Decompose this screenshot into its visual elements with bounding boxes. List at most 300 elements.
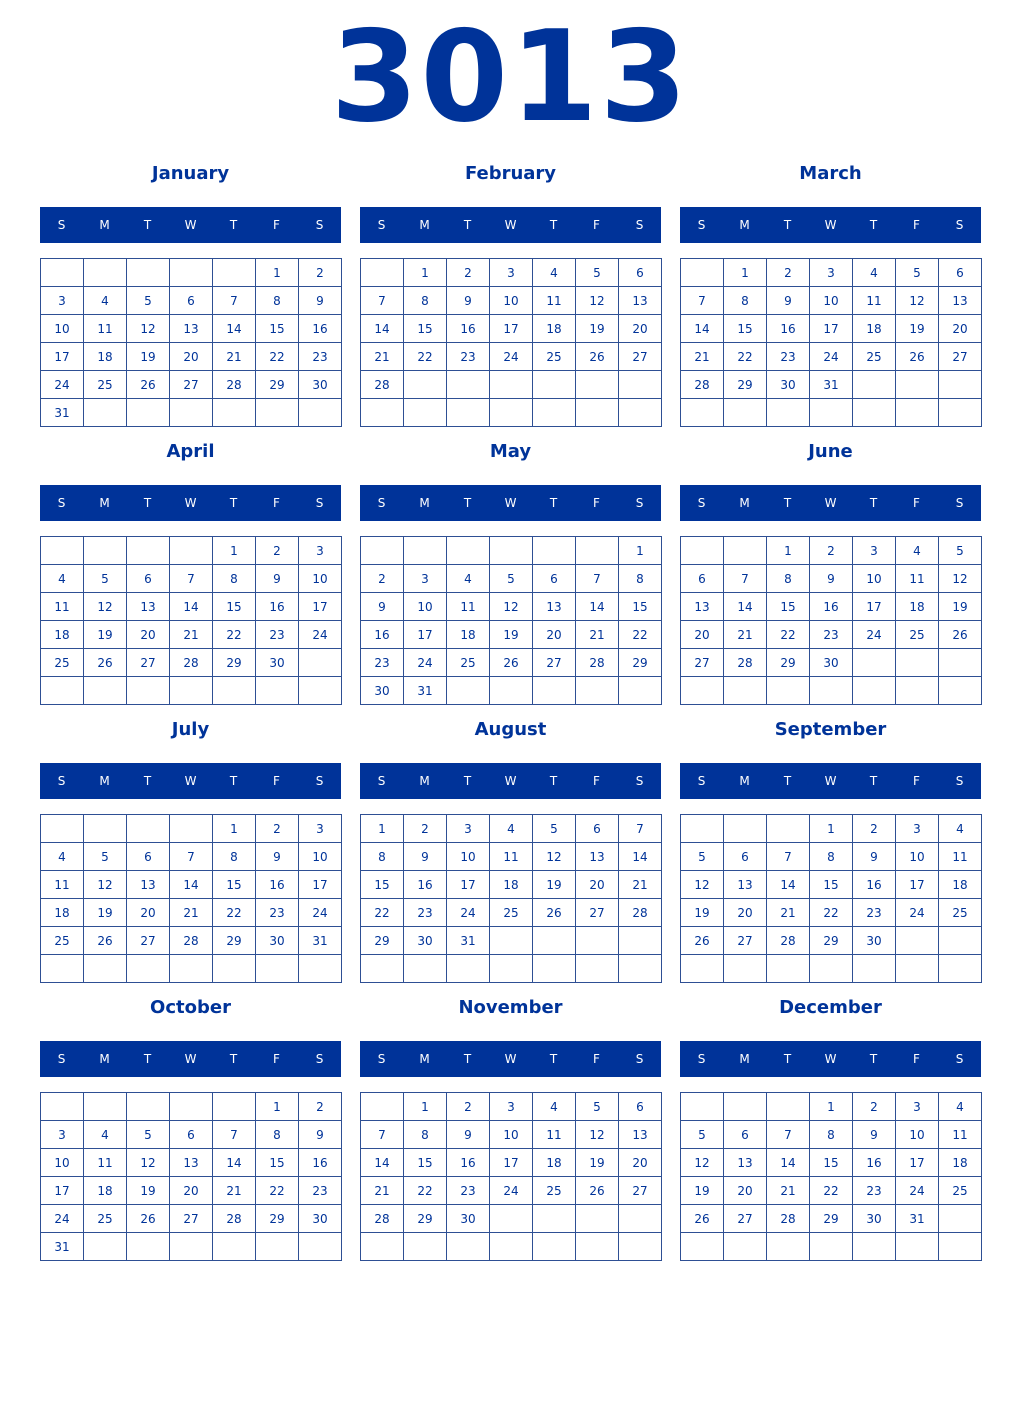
- day-cell: [810, 1233, 853, 1261]
- day-cell: [404, 537, 447, 565]
- day-cell: 9: [447, 1121, 490, 1149]
- day-cell: 30: [404, 927, 447, 955]
- day-cell: 16: [447, 1149, 490, 1177]
- day-grid: [680, 814, 982, 983]
- weekday-label: S: [377, 496, 386, 510]
- day-cell: [170, 815, 213, 843]
- day-cell: 31: [41, 399, 84, 427]
- day-cell: [447, 677, 490, 705]
- day-cell: 18: [533, 315, 576, 343]
- week-row: [41, 871, 342, 899]
- weekday-label: T: [783, 1052, 792, 1066]
- week-row: [361, 287, 662, 315]
- day-cell: 11: [533, 1121, 576, 1149]
- day-cell: 13: [170, 1149, 213, 1177]
- day-grid: [40, 1092, 342, 1261]
- day-cell: 12: [490, 593, 533, 621]
- week-row: [361, 1233, 662, 1261]
- weekday-label: F: [913, 496, 920, 510]
- day-cell: 21: [619, 871, 662, 899]
- day-cell: 24: [41, 371, 84, 399]
- weekday-label: T: [549, 218, 558, 232]
- day-cell: 28: [619, 899, 662, 927]
- day-cell: 23: [447, 1177, 490, 1205]
- day-cell: 8: [724, 287, 767, 315]
- day-cell: 14: [361, 1149, 404, 1177]
- day-cell: 10: [490, 287, 533, 315]
- day-cell: [681, 677, 724, 705]
- weekday-label: W: [824, 1052, 837, 1066]
- day-cell: [41, 955, 84, 983]
- day-cell: 3: [41, 287, 84, 315]
- week-row: [41, 677, 342, 705]
- week-row: [681, 259, 982, 287]
- weekday-label: M: [419, 1052, 430, 1066]
- day-cell: 21: [361, 343, 404, 371]
- day-cell: 5: [84, 843, 127, 871]
- weekday-label: W: [184, 496, 197, 510]
- day-cell: [576, 955, 619, 983]
- day-cell: 20: [939, 315, 982, 343]
- day-cell: 5: [533, 815, 576, 843]
- week-row: [361, 1149, 662, 1177]
- day-cell: [447, 955, 490, 983]
- day-cell: 17: [490, 315, 533, 343]
- weekday-label: S: [955, 1052, 964, 1066]
- day-cell: 27: [619, 1177, 662, 1205]
- day-cell: 20: [127, 621, 170, 649]
- day-cell: 5: [681, 1121, 724, 1149]
- day-cell: 31: [41, 1233, 84, 1261]
- day-cell: 4: [84, 287, 127, 315]
- day-cell: 30: [853, 927, 896, 955]
- weekday-label: T: [229, 774, 238, 788]
- day-cell: 25: [939, 1177, 982, 1205]
- day-cell: 12: [127, 1149, 170, 1177]
- day-cell: 11: [853, 287, 896, 315]
- weekday-label: S: [57, 1052, 66, 1066]
- weekday-label: F: [593, 774, 600, 788]
- day-cell: 28: [170, 927, 213, 955]
- day-cell: 13: [681, 593, 724, 621]
- day-cell: 7: [767, 843, 810, 871]
- day-cell: 24: [299, 899, 342, 927]
- day-cell: 7: [724, 565, 767, 593]
- day-cell: 31: [810, 371, 853, 399]
- day-cell: 26: [84, 649, 127, 677]
- day-cell: 14: [681, 315, 724, 343]
- day-cell: 15: [767, 593, 810, 621]
- day-cell: 15: [256, 315, 299, 343]
- day-cell: 20: [681, 621, 724, 649]
- day-cell: 19: [896, 315, 939, 343]
- day-cell: 24: [853, 621, 896, 649]
- day-cell: 29: [810, 927, 853, 955]
- day-cell: [533, 537, 576, 565]
- week-row: [41, 649, 342, 677]
- day-cell: 1: [810, 815, 853, 843]
- day-cell: 7: [170, 565, 213, 593]
- weekday-label: S: [315, 1052, 324, 1066]
- day-cell: [490, 371, 533, 399]
- week-row: [681, 899, 982, 927]
- day-cell: 23: [299, 1177, 342, 1205]
- day-cell: 27: [576, 899, 619, 927]
- week-row: [361, 259, 662, 287]
- day-cell: 16: [256, 871, 299, 899]
- day-cell: 27: [939, 343, 982, 371]
- day-cell: 8: [213, 565, 256, 593]
- day-cell: [127, 537, 170, 565]
- week-row: [41, 343, 342, 371]
- day-cell: 15: [213, 593, 256, 621]
- week-row: [41, 899, 342, 927]
- day-cell: 2: [361, 565, 404, 593]
- day-cell: [127, 399, 170, 427]
- day-cell: 1: [404, 1093, 447, 1121]
- day-cell: 9: [256, 565, 299, 593]
- day-cell: 6: [619, 259, 662, 287]
- weekday-label: W: [504, 774, 517, 788]
- day-cell: [853, 371, 896, 399]
- week-row: [361, 1093, 662, 1121]
- day-cell: 26: [84, 927, 127, 955]
- day-cell: [767, 677, 810, 705]
- day-cell: 28: [213, 371, 256, 399]
- day-cell: 22: [361, 899, 404, 927]
- week-row: [681, 677, 982, 705]
- weekday-header: [680, 207, 981, 243]
- week-row: [681, 315, 982, 343]
- day-cell: 21: [724, 621, 767, 649]
- day-cell: 6: [533, 565, 576, 593]
- day-cell: [576, 927, 619, 955]
- day-cell: 4: [853, 259, 896, 287]
- day-cell: 12: [896, 287, 939, 315]
- day-cell: [681, 815, 724, 843]
- day-cell: 3: [41, 1121, 84, 1149]
- day-cell: [447, 371, 490, 399]
- weekday-label: W: [504, 496, 517, 510]
- week-row: [681, 399, 982, 427]
- day-cell: [767, 815, 810, 843]
- day-cell: 14: [213, 315, 256, 343]
- day-cell: 7: [576, 565, 619, 593]
- week-row: [41, 815, 342, 843]
- day-cell: 4: [41, 565, 84, 593]
- weekday-label: T: [549, 496, 558, 510]
- day-cell: [767, 1093, 810, 1121]
- day-cell: 10: [896, 1121, 939, 1149]
- week-row: [361, 871, 662, 899]
- day-cell: 4: [490, 815, 533, 843]
- day-cell: [361, 399, 404, 427]
- day-cell: 26: [576, 343, 619, 371]
- day-cell: 27: [170, 1205, 213, 1233]
- day-cell: [490, 537, 533, 565]
- day-cell: [896, 1233, 939, 1261]
- weekday-label: S: [57, 218, 66, 232]
- day-cell: [299, 399, 342, 427]
- weekday-label: T: [229, 496, 238, 510]
- day-cell: [490, 1233, 533, 1261]
- day-cell: 14: [170, 593, 213, 621]
- day-cell: [213, 677, 256, 705]
- day-cell: [361, 537, 404, 565]
- day-cell: 1: [213, 537, 256, 565]
- day-cell: 27: [127, 927, 170, 955]
- day-cell: 8: [256, 287, 299, 315]
- day-cell: 29: [256, 1205, 299, 1233]
- day-cell: 21: [767, 899, 810, 927]
- day-cell: 9: [299, 287, 342, 315]
- day-cell: [361, 955, 404, 983]
- day-cell: 11: [84, 1149, 127, 1177]
- day-cell: [404, 371, 447, 399]
- weekday-label: F: [273, 218, 280, 232]
- day-cell: [681, 399, 724, 427]
- day-cell: [256, 1233, 299, 1261]
- day-cell: 15: [256, 1149, 299, 1177]
- day-cell: 21: [170, 899, 213, 927]
- day-cell: [939, 649, 982, 677]
- day-cell: 12: [681, 1149, 724, 1177]
- day-cell: [939, 1205, 982, 1233]
- day-cell: [213, 955, 256, 983]
- day-cell: [533, 1205, 576, 1233]
- day-cell: 2: [810, 537, 853, 565]
- day-cell: 5: [939, 537, 982, 565]
- day-cell: 23: [404, 899, 447, 927]
- day-cell: 2: [853, 815, 896, 843]
- day-cell: [170, 677, 213, 705]
- week-row: [41, 371, 342, 399]
- week-row: [41, 287, 342, 315]
- day-cell: 30: [256, 649, 299, 677]
- day-cell: 25: [896, 621, 939, 649]
- day-cell: 30: [767, 371, 810, 399]
- day-cell: 10: [447, 843, 490, 871]
- day-cell: [533, 677, 576, 705]
- weekday-label: M: [739, 1052, 750, 1066]
- day-cell: 20: [170, 1177, 213, 1205]
- weekday-label: S: [697, 218, 706, 232]
- day-cell: 19: [84, 899, 127, 927]
- day-cell: 13: [724, 1149, 767, 1177]
- day-cell: 29: [361, 927, 404, 955]
- day-cell: 15: [810, 1149, 853, 1177]
- weekday-header: [360, 763, 661, 799]
- day-cell: 8: [810, 843, 853, 871]
- weekday-header: [40, 763, 341, 799]
- day-cell: 15: [361, 871, 404, 899]
- day-cell: 28: [361, 1205, 404, 1233]
- weekday-label: M: [739, 218, 750, 232]
- weekday-label: F: [593, 218, 600, 232]
- week-row: [681, 955, 982, 983]
- week-row: [361, 565, 662, 593]
- day-cell: 30: [299, 371, 342, 399]
- weekday-label: T: [549, 774, 558, 788]
- day-cell: 5: [127, 287, 170, 315]
- day-cell: 1: [619, 537, 662, 565]
- day-cell: 15: [404, 315, 447, 343]
- day-cell: 9: [256, 843, 299, 871]
- day-cell: 12: [681, 871, 724, 899]
- day-cell: 8: [810, 1121, 853, 1149]
- weekday-label: W: [184, 218, 197, 232]
- weekday-label: F: [593, 1052, 600, 1066]
- day-cell: 30: [256, 927, 299, 955]
- weekday-label: T: [143, 774, 152, 788]
- week-row: [41, 843, 342, 871]
- day-cell: [896, 677, 939, 705]
- day-cell: 20: [619, 1149, 662, 1177]
- day-cell: 9: [299, 1121, 342, 1149]
- day-cell: 25: [447, 649, 490, 677]
- weekday-label: W: [184, 1052, 197, 1066]
- week-row: [361, 399, 662, 427]
- day-cell: [767, 399, 810, 427]
- day-cell: 11: [939, 843, 982, 871]
- day-cell: 25: [533, 1177, 576, 1205]
- weekday-label: T: [783, 218, 792, 232]
- weekday-label: W: [184, 774, 197, 788]
- day-cell: 3: [490, 259, 533, 287]
- day-cell: [127, 259, 170, 287]
- day-cell: [576, 399, 619, 427]
- day-cell: 25: [41, 927, 84, 955]
- week-row: [41, 537, 342, 565]
- day-cell: 9: [853, 1121, 896, 1149]
- day-cell: [896, 649, 939, 677]
- day-cell: 23: [361, 649, 404, 677]
- weekday-label: F: [913, 774, 920, 788]
- day-cell: 5: [84, 565, 127, 593]
- day-cell: 27: [619, 343, 662, 371]
- day-cell: [576, 1233, 619, 1261]
- day-cell: 6: [724, 1121, 767, 1149]
- day-cell: 1: [361, 815, 404, 843]
- day-cell: [896, 955, 939, 983]
- weekday-label: T: [869, 1052, 878, 1066]
- day-cell: [576, 537, 619, 565]
- day-cell: [810, 399, 853, 427]
- weekday-label: T: [869, 496, 878, 510]
- day-cell: [84, 677, 127, 705]
- day-grid: [40, 536, 342, 705]
- day-cell: 27: [533, 649, 576, 677]
- day-cell: [619, 371, 662, 399]
- week-row: [41, 1205, 342, 1233]
- day-cell: 19: [127, 343, 170, 371]
- week-row: [361, 955, 662, 983]
- day-cell: [724, 815, 767, 843]
- day-cell: [853, 677, 896, 705]
- week-row: [681, 927, 982, 955]
- day-cell: [724, 1233, 767, 1261]
- day-cell: 24: [490, 1177, 533, 1205]
- weekday-header: [40, 1041, 341, 1077]
- week-row: [681, 843, 982, 871]
- day-cell: 19: [681, 899, 724, 927]
- day-cell: [299, 1233, 342, 1261]
- day-cell: 28: [170, 649, 213, 677]
- week-row: [681, 1205, 982, 1233]
- day-cell: [170, 1233, 213, 1261]
- day-cell: 13: [533, 593, 576, 621]
- day-cell: 31: [896, 1205, 939, 1233]
- day-cell: 1: [256, 259, 299, 287]
- day-cell: 11: [490, 843, 533, 871]
- day-cell: [939, 371, 982, 399]
- month-name: August: [474, 719, 547, 740]
- day-cell: 16: [447, 315, 490, 343]
- day-cell: [213, 1233, 256, 1261]
- weekday-label: S: [377, 1052, 386, 1066]
- day-cell: 28: [724, 649, 767, 677]
- day-cell: [213, 1093, 256, 1121]
- day-cell: [84, 537, 127, 565]
- day-cell: [767, 1233, 810, 1261]
- day-cell: 8: [361, 843, 404, 871]
- day-cell: 18: [533, 1149, 576, 1177]
- weekday-label: S: [57, 774, 66, 788]
- day-cell: 10: [404, 593, 447, 621]
- day-cell: 6: [724, 843, 767, 871]
- week-row: [361, 537, 662, 565]
- day-cell: [619, 1233, 662, 1261]
- day-cell: 16: [299, 1149, 342, 1177]
- day-cell: 23: [853, 899, 896, 927]
- day-cell: 3: [299, 537, 342, 565]
- day-cell: 11: [533, 287, 576, 315]
- day-cell: 6: [127, 843, 170, 871]
- day-cell: 11: [447, 593, 490, 621]
- day-cell: 16: [256, 593, 299, 621]
- day-cell: [681, 1233, 724, 1261]
- day-cell: 6: [681, 565, 724, 593]
- day-cell: 7: [681, 287, 724, 315]
- day-cell: 19: [490, 621, 533, 649]
- week-row: [361, 1177, 662, 1205]
- day-cell: [213, 399, 256, 427]
- week-row: [681, 1121, 982, 1149]
- day-cell: 27: [170, 371, 213, 399]
- day-cell: 5: [896, 259, 939, 287]
- day-cell: [361, 259, 404, 287]
- month-name: May: [489, 441, 532, 462]
- day-cell: 10: [299, 843, 342, 871]
- day-cell: 26: [490, 649, 533, 677]
- week-row: [361, 815, 662, 843]
- day-cell: [127, 1233, 170, 1261]
- weekday-label: M: [99, 774, 110, 788]
- day-cell: 11: [84, 315, 127, 343]
- day-cell: 16: [810, 593, 853, 621]
- day-cell: [853, 399, 896, 427]
- week-row: [681, 565, 982, 593]
- day-cell: 14: [170, 871, 213, 899]
- day-cell: 17: [447, 871, 490, 899]
- day-cell: 17: [299, 593, 342, 621]
- day-cell: [447, 399, 490, 427]
- day-cell: 20: [576, 871, 619, 899]
- weekday-label: T: [229, 1052, 238, 1066]
- month-name: March: [799, 163, 862, 184]
- day-grid: [360, 814, 662, 983]
- day-cell: 13: [170, 315, 213, 343]
